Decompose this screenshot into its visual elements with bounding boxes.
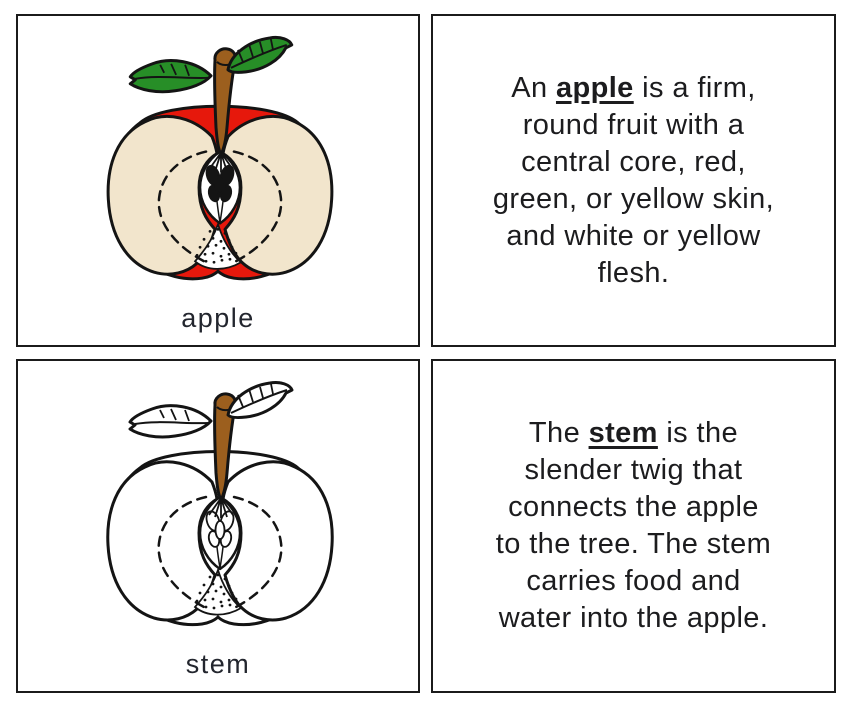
- leaves: [130, 382, 292, 437]
- leaves: [130, 37, 292, 91]
- stem-definition-card: [431, 359, 836, 693]
- stem-outline-illustration: [18, 361, 418, 691]
- stem-picture-card: [16, 359, 420, 693]
- apple-colored-illustration: [18, 16, 418, 345]
- apple-picture-label: apple: [181, 303, 255, 333]
- apple-definition-text: An apple is a firm, round fruit with a central core, red, green, or yellow skin, and white or yellow flesh.: [492, 71, 775, 289]
- stem-picture-label: stem: [185, 649, 251, 679]
- apple-definition-card: [431, 14, 836, 347]
- stem-definition-text: The stem is the slender twig that connects the apple to the tree. The stem carries food and water into the apple.: [495, 417, 772, 634]
- apple-picture-card: [16, 14, 420, 347]
